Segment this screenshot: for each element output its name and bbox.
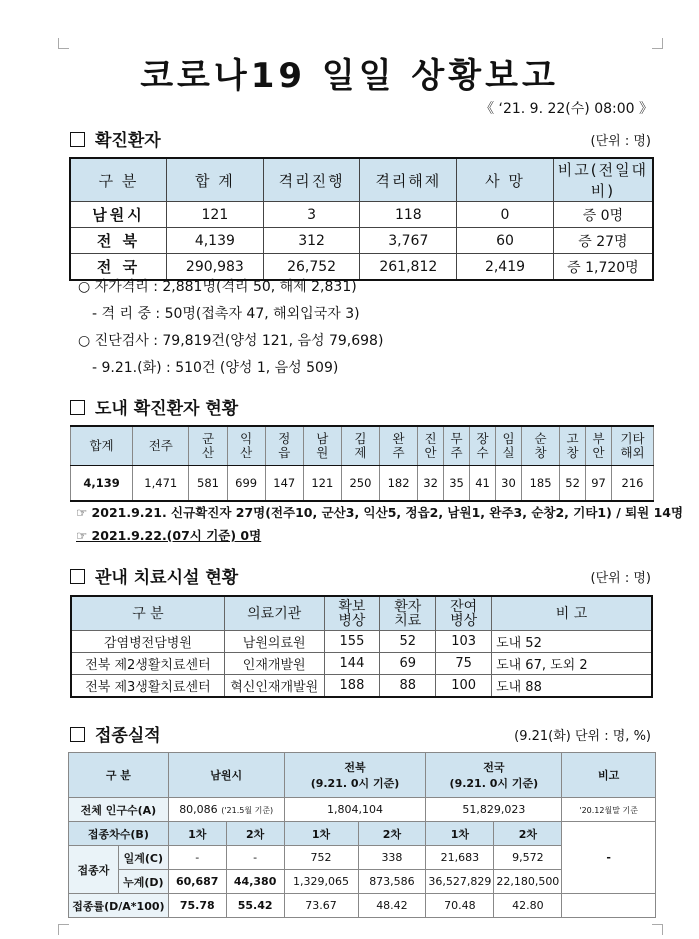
header-cell: 무 주 bbox=[444, 426, 470, 466]
table-cell: 30 bbox=[496, 466, 522, 502]
header-cell: 구 분 bbox=[70, 158, 167, 202]
table-cell: 581 bbox=[189, 466, 227, 502]
table-cell: 21,683 bbox=[426, 846, 494, 870]
header-cell: 격리진행 bbox=[263, 158, 360, 202]
checkbox-square-icon bbox=[70, 400, 85, 415]
header-cell: 환자 치료 bbox=[380, 596, 436, 631]
table-row bbox=[71, 631, 652, 653]
table-cell: 97 bbox=[586, 466, 612, 502]
header-cell: 김 제 bbox=[341, 426, 379, 466]
table-cell: 1,471 bbox=[133, 466, 189, 502]
table-cell: 250 bbox=[341, 466, 379, 502]
header-cell: 전북 (9.21. 0시 기준) bbox=[284, 753, 426, 798]
report-date: 《 ‘21. 9. 22(수) 08:00 》 bbox=[480, 101, 653, 117]
table-cell: 48.42 bbox=[358, 894, 426, 918]
table-cell: 261,812 bbox=[360, 254, 457, 281]
table-cell: 42.80 bbox=[494, 894, 562, 918]
isolating-line: - 격 리 중 : 50명(접촉자 47, 해외입국자 3) bbox=[92, 306, 360, 322]
table-cell: 전북 제2생활치료센터 bbox=[71, 653, 224, 675]
table-cell: 남원의료원 bbox=[224, 631, 324, 653]
header-cell: 군 산 bbox=[189, 426, 227, 466]
table-row bbox=[70, 228, 653, 254]
today-cases-note: ☞ 2021.9.22.(07시 기준) 0명 bbox=[76, 528, 262, 543]
table-header-row bbox=[71, 596, 652, 631]
table-cell: 2,419 bbox=[457, 254, 554, 281]
table-cell: 4,139 bbox=[71, 466, 133, 502]
header-cell: 전주 bbox=[133, 426, 189, 466]
table-cell: 3,767 bbox=[360, 228, 457, 254]
table-cell: - bbox=[168, 846, 226, 870]
crop-mark-bottom-left bbox=[58, 924, 69, 935]
header-cell: 1차 bbox=[284, 822, 358, 846]
table-cell: 312 bbox=[263, 228, 360, 254]
row-label: 일계(C) bbox=[118, 846, 168, 870]
table-header-row bbox=[69, 753, 656, 798]
header-cell: 익 산 bbox=[227, 426, 265, 466]
table-cell: 60,687 bbox=[168, 870, 226, 894]
table-cell: - bbox=[226, 846, 284, 870]
diagnostic-test-line: ○ 진단검사 : 79,819건(양성 121, 음성 79,698) bbox=[78, 333, 384, 349]
header-cell: 완 주 bbox=[380, 426, 418, 466]
table-cell: 전북 제3생활치료센터 bbox=[71, 675, 224, 698]
table-cell: 144 bbox=[324, 653, 380, 675]
table-row bbox=[69, 822, 656, 846]
table-row bbox=[71, 466, 654, 502]
crop-mark-bottom-right bbox=[652, 924, 663, 935]
section-province-heading: 도내 확진환자 현황 bbox=[70, 394, 238, 419]
header-cell: 잔여 병상 bbox=[436, 596, 492, 631]
header-cell: 비고(전일대비) bbox=[553, 158, 653, 202]
header-cell: 비 고 bbox=[492, 596, 652, 631]
table-cell: 32 bbox=[418, 466, 444, 502]
checkbox-square-icon bbox=[70, 727, 85, 742]
table-cell: 70.48 bbox=[426, 894, 494, 918]
header-cell: 순 창 bbox=[521, 426, 559, 466]
table-cell: 80,086 ('21.5월 기준) bbox=[168, 798, 284, 822]
table-cell: 75 bbox=[436, 653, 492, 675]
table-cell: 22,180,500 bbox=[494, 870, 562, 894]
header-cell: 확보 병상 bbox=[324, 596, 380, 631]
table-cell: 52 bbox=[380, 631, 436, 653]
row-label: 접종차수(B) bbox=[69, 822, 169, 846]
table-cell: 73.67 bbox=[284, 894, 358, 918]
table-cell: 4,139 bbox=[167, 228, 264, 254]
table-cell: 121 bbox=[303, 466, 341, 502]
header-cell: 남원시 bbox=[168, 753, 284, 798]
table-row bbox=[71, 653, 652, 675]
section-vaccination-heading: 접종실적 bbox=[70, 721, 161, 746]
header-cell: 비고 bbox=[562, 753, 656, 798]
row-label: 전체 인구수(A) bbox=[69, 798, 169, 822]
table-cell: 도내 52 bbox=[492, 631, 652, 653]
checkbox-square-icon bbox=[70, 132, 85, 147]
header-cell: 진 안 bbox=[418, 426, 444, 466]
header-cell: 의료기관 bbox=[224, 596, 324, 631]
table-cell: 185 bbox=[521, 466, 559, 502]
table-cell: 9,572 bbox=[494, 846, 562, 870]
section-confirmed-heading: 확진환자 bbox=[70, 126, 161, 151]
table-cell: 88 bbox=[380, 675, 436, 698]
report-title: 코로나19 일일 상황보고 bbox=[140, 56, 559, 96]
new-cases-note: ☞ 2021.9.21. 신규확진자 27명(전주10, 군산3, 익산5, 정읍2, 남원1, 완주3, 순창2, 기타1) / 퇴원 14명 bbox=[76, 505, 684, 520]
header-cell: 정 읍 bbox=[265, 426, 303, 466]
table-cell: 도내 67, 도외 2 bbox=[492, 653, 652, 675]
header-cell: 2차 bbox=[494, 822, 562, 846]
table-cell: 혁신인재개발원 bbox=[224, 675, 324, 698]
section-facility-unit: (단위 : 명) bbox=[590, 571, 651, 586]
table-cell: 52 bbox=[560, 466, 586, 502]
table-cell: 121 bbox=[167, 202, 264, 228]
table-cell: 290,983 bbox=[167, 254, 264, 281]
header-cell: 2차 bbox=[358, 822, 426, 846]
table-cell: 100 bbox=[436, 675, 492, 698]
confirmed-cases-table bbox=[69, 157, 654, 281]
header-cell: 고 창 bbox=[560, 426, 586, 466]
table-cell: 873,586 bbox=[358, 870, 426, 894]
treatment-facility-table bbox=[70, 595, 653, 698]
table-cell: 35 bbox=[444, 466, 470, 502]
header-cell: 남 원 bbox=[303, 426, 341, 466]
table-header-row bbox=[70, 158, 653, 202]
vaccination-table bbox=[68, 752, 656, 918]
table-cell: 51,829,023 bbox=[426, 798, 562, 822]
table-cell: 3 bbox=[263, 202, 360, 228]
header-cell: 합 계 bbox=[167, 158, 264, 202]
table-cell: 41 bbox=[470, 466, 496, 502]
table-cell: 60 bbox=[457, 228, 554, 254]
table-cell: '20.12월말 기준 bbox=[562, 798, 656, 822]
table-cell: 75.78 bbox=[168, 894, 226, 918]
row-label: 누계(D) bbox=[118, 870, 168, 894]
header-cell: 격리해제 bbox=[360, 158, 457, 202]
header-cell: 1차 bbox=[426, 822, 494, 846]
table-row bbox=[69, 798, 656, 822]
row-label: 전 북 bbox=[70, 228, 167, 254]
table-cell: 118 bbox=[360, 202, 457, 228]
table-cell: 155 bbox=[324, 631, 380, 653]
header-cell: 구 분 bbox=[71, 596, 224, 631]
table-cell bbox=[562, 894, 656, 918]
table-header-row bbox=[71, 426, 654, 466]
table-row bbox=[71, 675, 652, 698]
table-cell: - bbox=[562, 822, 656, 894]
daily-test-line: - 9.21.(화) : 510건 (양성 1, 음성 509) bbox=[92, 360, 339, 376]
table-row bbox=[69, 894, 656, 918]
table-cell: 147 bbox=[265, 466, 303, 502]
table-cell: 인재개발원 bbox=[224, 653, 324, 675]
table-cell: 0 bbox=[457, 202, 554, 228]
table-cell: 55.42 bbox=[226, 894, 284, 918]
table-cell: 188 bbox=[324, 675, 380, 698]
table-cell: 216 bbox=[612, 466, 654, 502]
table-cell: 1,329,065 bbox=[284, 870, 358, 894]
section-vaccination-unit: (9.21(화) 단위 : 명, %) bbox=[514, 729, 651, 744]
table-cell: 1,804,104 bbox=[284, 798, 426, 822]
row-label: 접종자 bbox=[69, 846, 119, 894]
row-label: 전 국 bbox=[70, 254, 167, 281]
table-cell: 증 0명 bbox=[553, 202, 653, 228]
header-cell: 장 수 bbox=[470, 426, 496, 466]
table-cell: 26,752 bbox=[263, 254, 360, 281]
table-cell: 69 bbox=[380, 653, 436, 675]
table-cell: 103 bbox=[436, 631, 492, 653]
table-cell: 도내 88 bbox=[492, 675, 652, 698]
table-cell: 증 1,720명 bbox=[553, 254, 653, 281]
header-cell: 합계 bbox=[71, 426, 133, 466]
self-isolation-line: ○ 자가격리 : 2,881명(격리 50, 해제 2,831) bbox=[78, 279, 357, 295]
table-cell: 699 bbox=[227, 466, 265, 502]
header-cell: 구 분 bbox=[69, 753, 169, 798]
row-label: 접종률(D/A*100) bbox=[69, 894, 169, 918]
row-label: 남원시 bbox=[70, 202, 167, 228]
table-cell: 증 27명 bbox=[553, 228, 653, 254]
header-cell: 부 안 bbox=[586, 426, 612, 466]
table-cell: 44,380 bbox=[226, 870, 284, 894]
header-cell: 기타 해외 bbox=[612, 426, 654, 466]
table-row bbox=[70, 202, 653, 228]
table-cell: 338 bbox=[358, 846, 426, 870]
table-cell: 752 bbox=[284, 846, 358, 870]
checkbox-square-icon bbox=[70, 569, 85, 584]
section-confirmed-unit: (단위 : 명) bbox=[590, 134, 651, 149]
table-cell: 36,527,829 bbox=[426, 870, 494, 894]
section-facility-heading: 관내 치료시설 현황 bbox=[70, 563, 238, 588]
header-cell: 사 망 bbox=[457, 158, 554, 202]
header-cell: 임 실 bbox=[496, 426, 522, 466]
header-cell: 1차 bbox=[168, 822, 226, 846]
header-cell: 전국 (9.21. 0시 기준) bbox=[426, 753, 562, 798]
table-cell: 감염병전담병원 bbox=[71, 631, 224, 653]
header-cell: 2차 bbox=[226, 822, 284, 846]
table-cell: 182 bbox=[380, 466, 418, 502]
province-cases-table bbox=[70, 425, 654, 502]
